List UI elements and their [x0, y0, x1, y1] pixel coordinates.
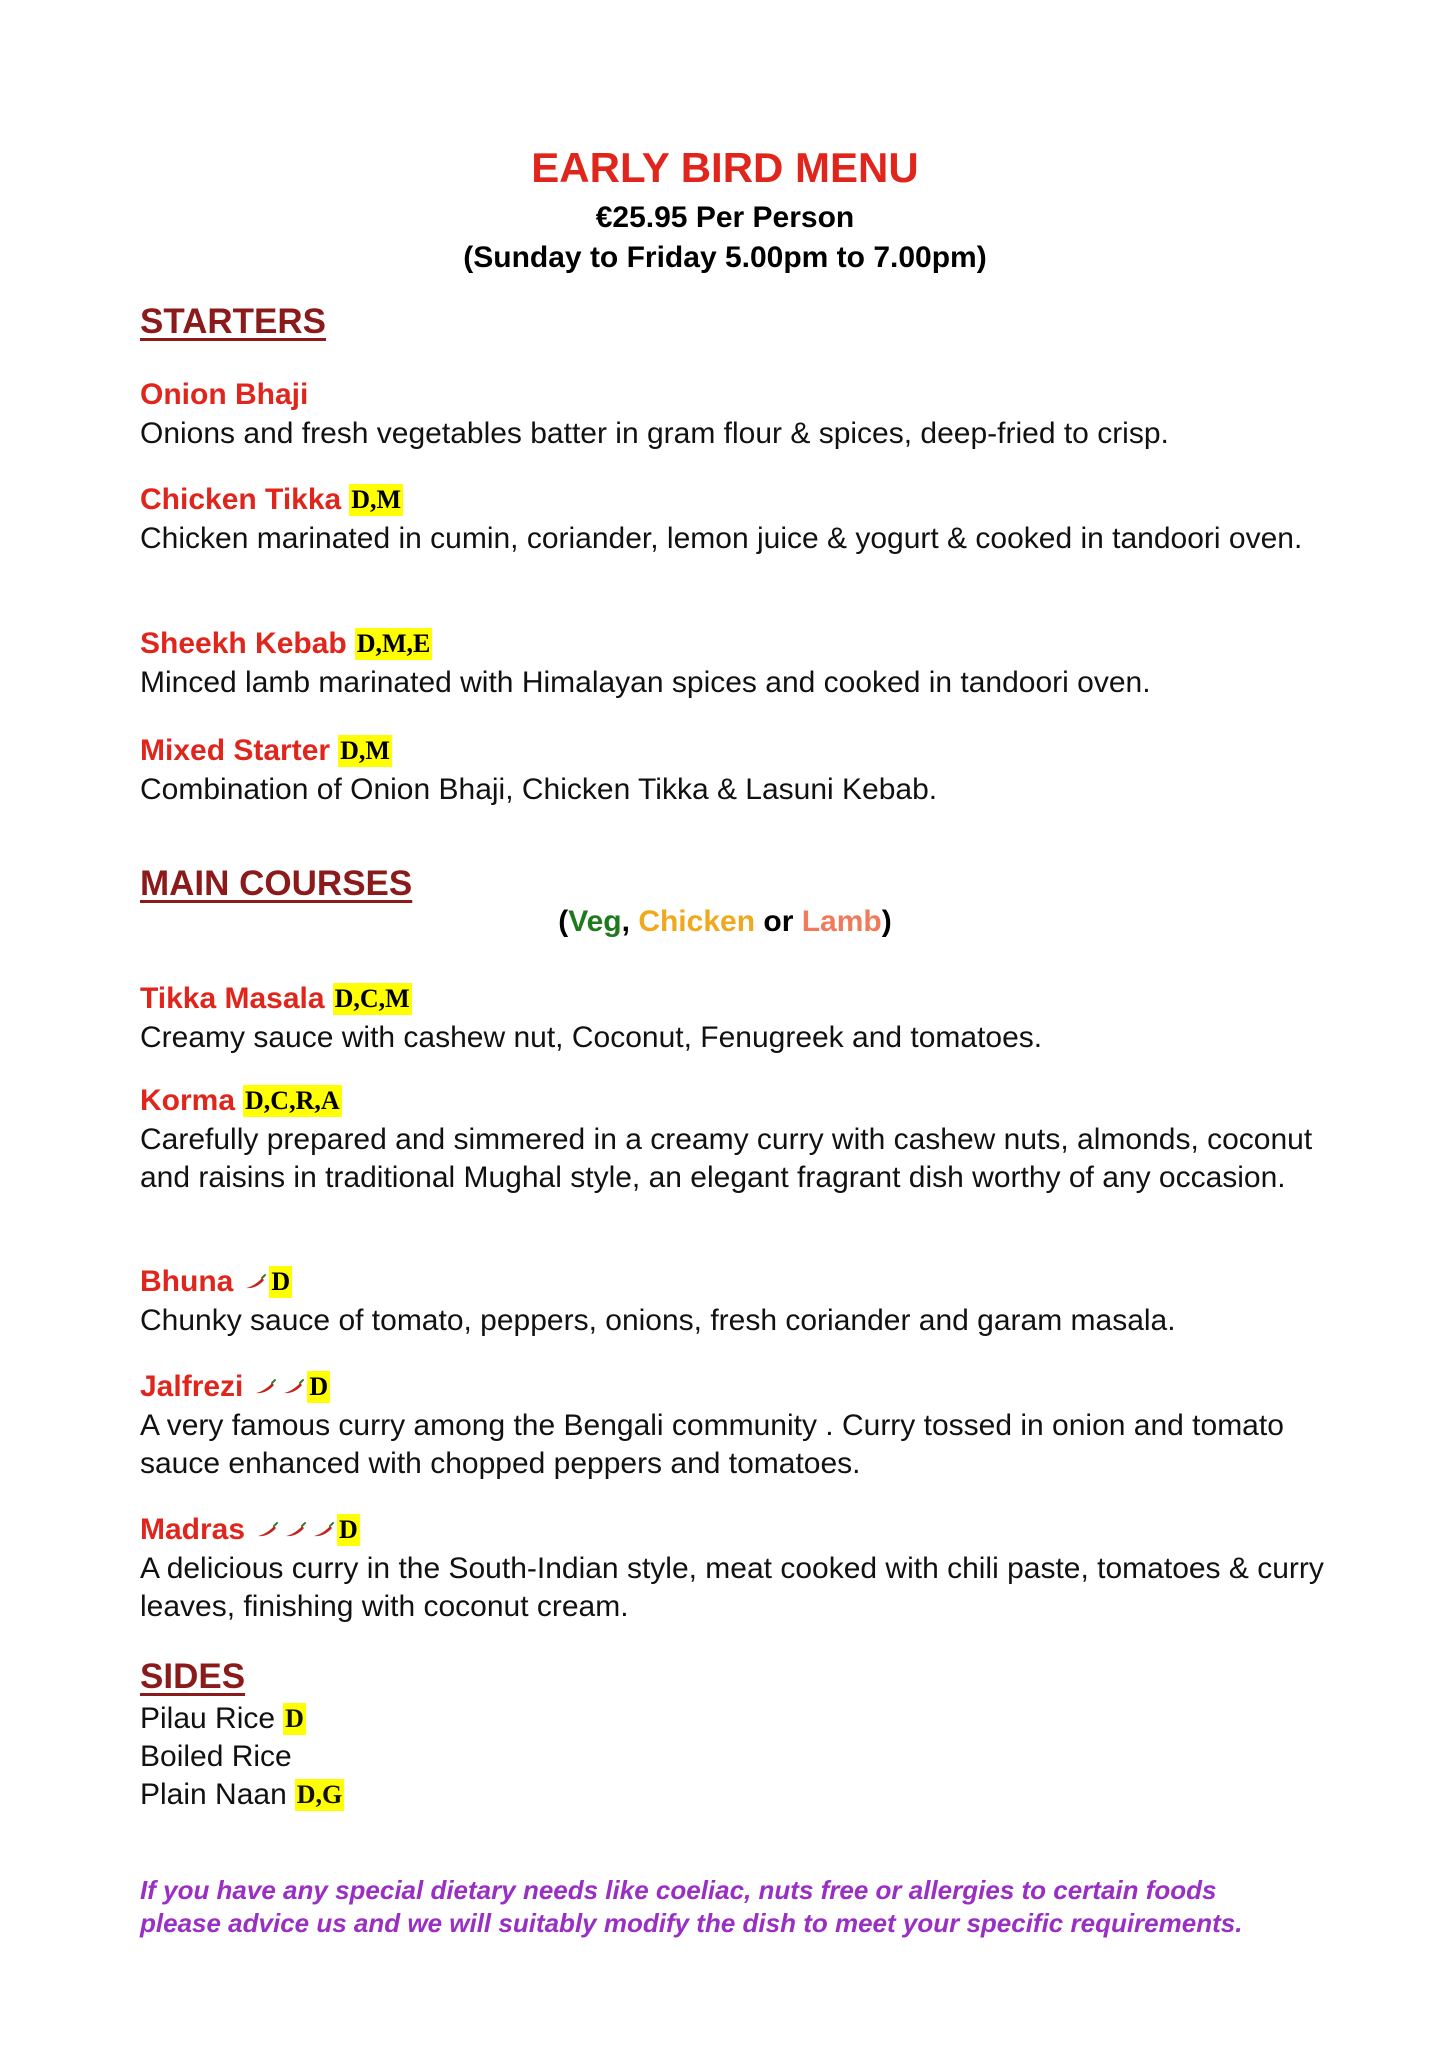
- item-name: Tikka Masala: [140, 982, 325, 1015]
- allergen-badge: D,M: [340, 736, 390, 765]
- sides-list: [140, 1700, 344, 1814]
- side-name: Plain Naan: [140, 1778, 287, 1811]
- chili-pepper-icon: [281, 1378, 305, 1396]
- menu-item-chicken-tikka: [140, 480, 1340, 558]
- menu-item-onion-bhaji: [140, 375, 1340, 453]
- spice-level-indicator: [253, 1378, 305, 1396]
- item-name: Bhuna: [140, 1265, 234, 1298]
- menu-item-madras: [140, 1510, 1340, 1626]
- menu-title: EARLY BIRD MENU: [531, 144, 919, 191]
- menu-item-tikka-masala: [140, 979, 1340, 1057]
- item-description: Creamy sauce with cashew nut, Coconut, Fenugreek and tomatoes.: [140, 1021, 1043, 1054]
- item-description: Minced lamb marinated with Himalayan spices and cooked in tandoori oven.: [140, 666, 1151, 699]
- option-lamb: Lamb: [801, 905, 882, 938]
- allergen-badge: D,C,M: [334, 984, 410, 1013]
- allergen-badge: D: [309, 1372, 329, 1401]
- menu-item-korma: [140, 1081, 1340, 1197]
- allergen-badge: D,M,E: [356, 629, 431, 658]
- item-description: Chicken marinated in cumin, coriander, lemon juice & yogurt & cooked in tandoori oven.: [140, 522, 1303, 555]
- menu-item-bhuna: [140, 1262, 1340, 1340]
- menu-header: [0, 140, 1450, 278]
- allergen-badge: D,G: [296, 1780, 343, 1809]
- item-name: Madras: [140, 1513, 246, 1546]
- item-description: A delicious curry in the South-Indian style, meat cooked with chili paste, tomatoes & curry leaves, finishing with coconut cream.: [140, 1552, 1324, 1623]
- item-name: Onion Bhaji: [140, 378, 309, 411]
- option-chicken: Chicken: [638, 905, 756, 938]
- dietary-notice-line-2: please advice us and we will suitably modify the dish to meet your specific requirements.: [140, 1908, 1243, 1938]
- allergen-badge: D: [285, 1704, 304, 1733]
- side-item: [140, 1738, 344, 1776]
- menu-price: €25.95 Per Person: [595, 201, 855, 234]
- dietary-notice: [140, 1874, 1340, 1940]
- allergen-badge: D: [271, 1267, 291, 1296]
- menu-hours: (Sunday to Friday 5.00pm to 7.00pm): [463, 241, 987, 274]
- chili-pepper-icon: [311, 1521, 335, 1539]
- item-name: Korma: [140, 1084, 236, 1117]
- side-name: Boiled Rice: [140, 1740, 292, 1773]
- side-item: [140, 1700, 344, 1738]
- allergen-badge: D,M: [351, 485, 402, 514]
- chili-pepper-icon: [255, 1521, 279, 1539]
- spice-level-indicator: [255, 1521, 335, 1539]
- chili-pepper-icon: [253, 1378, 277, 1396]
- item-description: Combination of Onion Bhaji, Chicken Tikka & Lasuni Kebab.: [140, 773, 938, 806]
- chili-pepper-icon: [283, 1521, 307, 1539]
- chili-pepper-icon: [243, 1273, 267, 1291]
- item-name: Sheekh Kebab: [140, 627, 347, 660]
- menu-item-mixed-starter: [140, 731, 1340, 809]
- item-description: A very famous curry among the Bengali community . Curry tossed in onion and tomato sauce enhanced with chopped peppers and tomatoes.: [140, 1409, 1284, 1480]
- menu-item-jalfrezi: [140, 1367, 1340, 1483]
- protein-options: (Veg, Chicken or Lamb): [558, 905, 892, 938]
- item-description: Chunky sauce of tomato, peppers, onions, fresh coriander and garam masala.: [140, 1304, 1176, 1337]
- side-name: Pilau Rice: [140, 1702, 276, 1735]
- dietary-notice-line-1: If you have any special dietary needs like coeliac, nuts free or allergies to certain foods: [140, 1875, 1217, 1905]
- sides-heading: SIDES: [140, 1657, 246, 1696]
- main-courses-heading: MAIN COURSES: [140, 864, 413, 903]
- item-name: Chicken Tikka: [140, 483, 342, 516]
- menu-item-sheekh-kebab: [140, 624, 1340, 702]
- allergen-badge: D: [339, 1515, 358, 1544]
- allergen-badge: D,C,R,A: [245, 1086, 340, 1115]
- item-name: Jalfrezi: [140, 1370, 244, 1403]
- spice-level-indicator: [243, 1273, 267, 1291]
- option-veg: Veg: [568, 905, 622, 938]
- starters-heading: STARTERS: [140, 302, 327, 341]
- item-description: Carefully prepared and simmered in a creamy curry with cashew nuts, almonds, coconut and raisins in traditional Mughal style, an elegant fragrant dish worthy of any occasion.: [140, 1123, 1313, 1194]
- side-item: [140, 1776, 344, 1814]
- item-name: Mixed Starter: [140, 734, 331, 767]
- item-description: Onions and fresh vegetables batter in gram flour & spices, deep-fried to crisp.: [140, 417, 1169, 450]
